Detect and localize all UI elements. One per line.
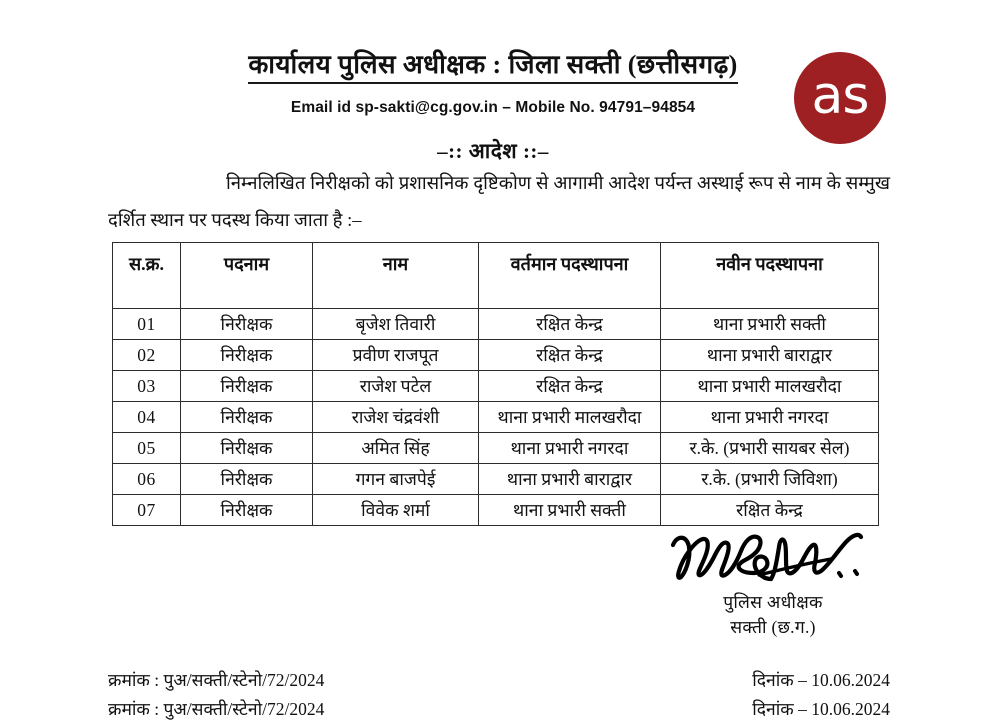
cell-name: राजेश पटेल [313,371,479,402]
order-heading: –:: आदेश ::– [437,139,549,164]
cell-name: विवेक शर्मा [313,495,479,526]
cell-designation: निरीक्षक [181,495,313,526]
cell-name: गगन बाजपेई [313,464,479,495]
table-row [113,243,879,309]
table-row [113,371,879,402]
cell-serial: 02 [113,340,181,371]
footer-date: दिनांक – 10.06.2024 [752,670,890,690]
cell-designation: निरीक्षक [181,340,313,371]
cell-serial: 04 [113,402,181,433]
cell-name: प्रवीण राजपूत [313,340,479,371]
cell-new-posting: थाना प्रभारी नगरदा [661,402,879,433]
cell-designation: निरीक्षक [181,402,313,433]
cell-serial: 06 [113,464,181,495]
cell-new-posting: र.के. (प्रभारी सायबर सेल) [661,433,879,464]
col-header-designation: पदनाम [181,243,313,309]
document-footer [108,668,890,692]
cell-current-posting: थाना प्रभारी नगरदा [479,433,661,464]
cell-serial: 01 [113,309,181,340]
cell-name: बृजेश तिवारी [313,309,479,340]
cell-serial: 05 [113,433,181,464]
cell-current-posting: रक्षित केन्द्र [479,340,661,371]
cell-serial: 03 [113,371,181,402]
cell-current-posting: थाना प्रभारी बाराद्वार [479,464,661,495]
cell-name: अमित सिंह [313,433,479,464]
cell-serial: 07 [113,495,181,526]
cell-designation: निरीक्षक [181,464,313,495]
table-row [113,433,879,464]
table-header-row [113,243,879,309]
cell-new-posting: र.के. (प्रभारी जिविशा) [661,464,879,495]
col-header-current-posting: वर्तमान पदस्थापना [479,243,661,309]
cell-designation: निरीक्षक [181,371,313,402]
body-paragraph-text: निम्नलिखित निरीक्षको को प्रशासनिक दृष्टिकोण से आगामी आदेश पर्यन्त अस्थाई रूप से नाम के सम्मुख दर्शित स्थान पर पदस्थ किया जाता है :– [108,174,890,231]
footer-cut-right: दिनांक – 10.06.2024 [752,699,890,719]
body-paragraph [108,166,890,240]
cell-designation: निरीक्षक [181,309,313,340]
footer-cut-off-line [108,697,890,719]
table-row [113,340,879,371]
contact-line: Email id sp-sakti@cg.gov.in – Mobile No. 94791–94854 [290,99,696,117]
col-header-serial: स.क्र. [113,243,181,309]
cell-name: राजेश चंद्रवंशी [313,402,479,433]
office-title-text: कार्यालय पुलिस अधीक्षक : जिला सक्ती (छत्तीसगढ़) [248,50,737,84]
table-row [113,309,879,340]
cell-new-posting: थाना प्रभारी बाराद्वार [661,340,879,371]
col-header-name: नाम [313,243,479,309]
signature-district: सक्ती (छ.ग.) [730,617,816,638]
col-header-new-posting: नवीन पदस्थापना [661,243,879,309]
logo-text: as [811,66,869,126]
signature-designation: पुलिस अधीक्षक [723,592,823,612]
cell-current-posting: रक्षित केन्द्र [479,371,661,402]
cell-current-posting: रक्षित केन्द्र [479,309,661,340]
document-header [0,0,986,165]
posting-table [112,242,879,526]
table-row [113,464,879,495]
cell-designation: निरीक्षक [181,433,313,464]
footer-cut-left: क्रमांक : पुअ/सक्ती/स्टेनो/72/2024 [108,699,325,719]
office-title [0,50,986,86]
cell-new-posting: रक्षित केन्द्र [661,495,879,526]
handwritten-signature [648,528,898,590]
cell-new-posting: थाना प्रभारी सक्ती [661,309,879,340]
cell-current-posting: थाना प्रभारी सक्ती [479,495,661,526]
cell-new-posting: थाना प्रभारी मालखरौदा [661,371,879,402]
table-row [113,495,879,526]
cell-current-posting: थाना प्रभारी मालखरौदा [479,402,661,433]
table-row [113,402,879,433]
footer-reference: क्रमांक : पुअ/सक्ती/स्टेनो/72/2024 [108,670,325,690]
signature-block [648,528,898,641]
table-body [113,309,879,526]
